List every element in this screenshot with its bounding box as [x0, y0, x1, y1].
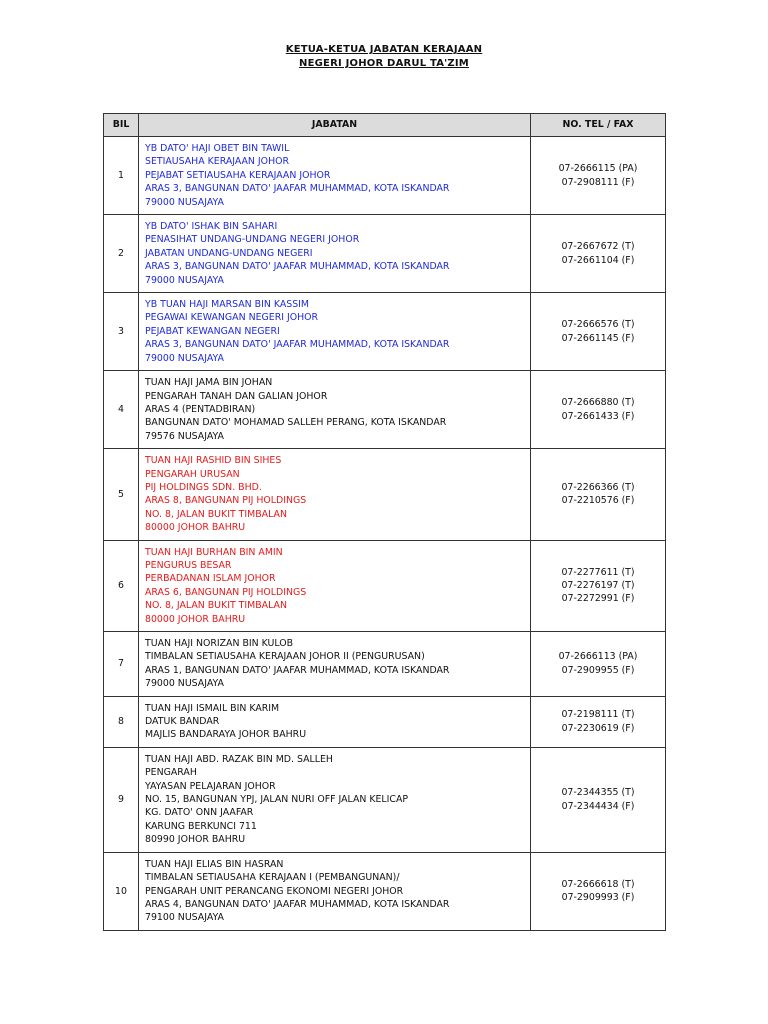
contact-numbers: [531, 371, 666, 449]
address-line: DATUK BANDAR: [145, 716, 220, 728]
address-line: BANGUNAN DATO' MOHAMAD SALLEH PERANG, KOTA ISKANDAR: [145, 417, 447, 429]
contact-numbers: [531, 137, 666, 215]
row-number: 9: [104, 747, 139, 852]
address-line: NO. 15, BANGUNAN YPJ, JALAN NURI OFF JALAN KELICAP: [145, 794, 409, 806]
phone-number: 07-2666618 (T): [561, 878, 635, 890]
phone-number: 07-2344355 (T): [561, 787, 635, 799]
row-number: 8: [104, 696, 139, 747]
address-line: TIMBALAN SETIAUSAHA KERAJAAN JOHOR II (PENGURUSAN): [145, 651, 425, 663]
address-line: PENGURUS BESAR: [145, 559, 232, 571]
phone-number: 07-2909993 (F): [561, 892, 635, 904]
phone-number: 07-2908111 (F): [561, 176, 635, 188]
phone-number: 07-2198111 (T): [561, 709, 635, 721]
officer-name: YB TUAN HAJI MARSAN BIN KASSIM: [145, 299, 309, 311]
address-line: 79576 NUSAJAYA: [145, 430, 224, 442]
title-line-2: NEGERI JOHOR DARUL TA'ZIM: [299, 58, 469, 69]
phone-number: 07-2210576 (F): [561, 495, 635, 507]
contact-numbers: [531, 215, 666, 293]
table-body: [104, 137, 666, 931]
address-line: ARAS 4, BANGUNAN DATO' JAAFAR MUHAMMAD, KOTA ISKANDAR: [145, 898, 450, 910]
column-header-bil: BIL: [104, 114, 139, 137]
address-line: ARAS 3, BANGUNAN DATO' JAAFAR MUHAMMAD, KOTA ISKANDAR: [145, 339, 450, 351]
address-line: JABATAN UNDANG-UNDANG NEGERI: [145, 247, 313, 259]
officer-name: TUAN HAJI NORIZAN BIN KULOB: [145, 638, 294, 649]
phone-number: 07-2344434 (F): [561, 800, 635, 812]
address-line: TIMBALAN SETIAUSAHA KERAJAAN I (PEMBANGUNAN)/: [145, 872, 400, 884]
directory-table: [103, 113, 666, 931]
department-details: [139, 852, 531, 930]
address-line: NO. 8, JALAN BUKIT TIMBALAN: [145, 508, 287, 520]
officer-name: TUAN HAJI RASHID BIN SIHES: [145, 455, 282, 467]
phone-number: 07-2666880 (T): [561, 397, 635, 409]
contact-numbers: [531, 449, 666, 540]
table-row: [104, 293, 666, 371]
address-line: KARUNG BERKUNCI 711: [145, 820, 257, 832]
row-number: 4: [104, 371, 139, 449]
department-details: [139, 137, 531, 215]
table-row: [104, 449, 666, 540]
contact-numbers: [531, 540, 666, 631]
contact-numbers: [531, 747, 666, 852]
row-number: 3: [104, 293, 139, 371]
phone-number: 07-2666115 (PA): [558, 163, 638, 175]
address-line: PENGARAH UNIT PERANCANG EKONOMI NEGERI JOHOR: [145, 885, 404, 897]
column-header-jabatan: JABATAN: [139, 114, 531, 137]
address-line: PIJ HOLDINGS SDN. BHD.: [145, 481, 262, 493]
address-line: PEGAWAI KEWANGAN NEGERI JOHOR: [145, 312, 319, 324]
address-line: PEJABAT SETIAUSAHA KERAJAAN JOHOR: [145, 169, 331, 181]
table-row: [104, 137, 666, 215]
phone-number: 07-2276197 (T): [561, 580, 635, 592]
department-details: [139, 747, 531, 852]
officer-name: TUAN HAJI ELIAS BIN HASRAN: [145, 858, 284, 870]
phone-number: 07-2277611 (T): [561, 566, 635, 578]
address-line: SETIAUSAHA KERAJAAN JOHOR: [145, 156, 290, 168]
address-line: ARAS 4 (PENTADBIRAN): [145, 403, 256, 415]
table-row: [104, 632, 666, 697]
address-line: 79000 NUSAJAYA: [145, 196, 224, 208]
department-details: [139, 696, 531, 747]
address-line: KG. DATO' ONN JAAFAR: [145, 807, 254, 819]
table-row: [104, 540, 666, 631]
address-line: PENGARAH URUSAN: [145, 468, 240, 480]
contact-numbers: [531, 696, 666, 747]
row-number: 2: [104, 215, 139, 293]
officer-name: TUAN HAJI BURHAN BIN AMIN: [145, 546, 283, 558]
table-header-row: [104, 114, 666, 137]
department-details: [139, 449, 531, 540]
department-details: [139, 632, 531, 697]
column-header-tel: NO. TEL / FAX: [531, 114, 666, 137]
department-details: [139, 540, 531, 631]
phone-number: 07-2909955 (F): [561, 664, 635, 676]
table-row: [104, 371, 666, 449]
address-line: ARAS 3, BANGUNAN DATO' JAAFAR MUHAMMAD, KOTA ISKANDAR: [145, 183, 450, 195]
contact-numbers: [531, 632, 666, 697]
phone-number: 07-2666113 (PA): [558, 651, 638, 663]
phone-number: 07-2230619 (F): [561, 722, 635, 734]
table-row: [104, 696, 666, 747]
address-line: PEJABAT KEWANGAN NEGERI: [145, 325, 280, 337]
row-number: 5: [104, 449, 139, 540]
table-row: [104, 215, 666, 293]
officer-name: TUAN HAJI JAMA BIN JOHAN: [145, 377, 273, 389]
address-line: 80000 JOHOR BAHRU: [145, 522, 246, 534]
phone-number: 07-2661104 (F): [561, 254, 635, 266]
officer-name: TUAN HAJI ABD. RAZAK BIN MD. SALLEH: [145, 753, 333, 765]
address-line: MAJLIS BANDARAYA JOHOR BAHRU: [145, 729, 307, 741]
address-line: 79000 NUSAJAYA: [145, 274, 224, 286]
address-line: ARAS 1, BANGUNAN DATO' JAAFAR MUHAMMAD, KOTA ISKANDAR: [145, 664, 450, 676]
row-number: 6: [104, 540, 139, 631]
phone-number: 07-2666576 (T): [561, 319, 635, 331]
phone-number: 07-2661433 (F): [561, 410, 635, 422]
department-details: [139, 215, 531, 293]
address-line: NO. 8, JALAN BUKIT TIMBALAN: [145, 600, 287, 612]
address-line: 79000 NUSAJAYA: [145, 678, 224, 690]
address-line: PENASIHAT UNDANG-UNDANG NEGERI JOHOR: [145, 234, 360, 246]
title-line-1: KETUA-KETUA JABATAN KERAJAAN: [285, 44, 483, 55]
table-row: [104, 747, 666, 852]
phone-number: 07-2266366 (T): [561, 481, 635, 493]
address-line: 80000 JOHOR BAHRU: [145, 613, 246, 625]
phone-number: 07-2272991 (F): [561, 593, 635, 605]
officer-name: YB DATO' ISHAK BIN SAHARI: [145, 221, 278, 233]
address-line: PERBADANAN ISLAM JOHOR: [145, 573, 276, 585]
department-details: [139, 293, 531, 371]
row-number: 10: [104, 852, 139, 930]
address-line: 79000 NUSAJAYA: [145, 352, 224, 364]
table-row: [104, 852, 666, 930]
department-details: [139, 371, 531, 449]
contact-numbers: [531, 293, 666, 371]
document-title: [0, 43, 768, 71]
row-number: 7: [104, 632, 139, 697]
phone-number: 07-2667672 (T): [561, 241, 635, 253]
address-line: YAYASAN PELAJARAN JOHOR: [145, 780, 276, 792]
phone-number: 07-2661145 (F): [561, 332, 635, 344]
address-line: ARAS 3, BANGUNAN DATO' JAAFAR MUHAMMAD, KOTA ISKANDAR: [145, 261, 450, 273]
contact-numbers: [531, 852, 666, 930]
address-line: PENGARAH TANAH DAN GALIAN JOHOR: [145, 390, 328, 402]
address-line: 79100 NUSAJAYA: [145, 912, 224, 924]
address-line: ARAS 8, BANGUNAN PIJ HOLDINGS: [145, 495, 307, 507]
row-number: 1: [104, 137, 139, 215]
officer-name: TUAN HAJI ISMAIL BIN KARIM: [145, 702, 280, 714]
address-line: 80990 JOHOR BAHRU: [145, 834, 246, 846]
address-line: PENGARAH: [145, 767, 197, 779]
officer-name: YB DATO' HAJI OBET BIN TAWIL: [145, 143, 290, 154]
address-line: ARAS 6, BANGUNAN PIJ HOLDINGS: [145, 586, 307, 598]
